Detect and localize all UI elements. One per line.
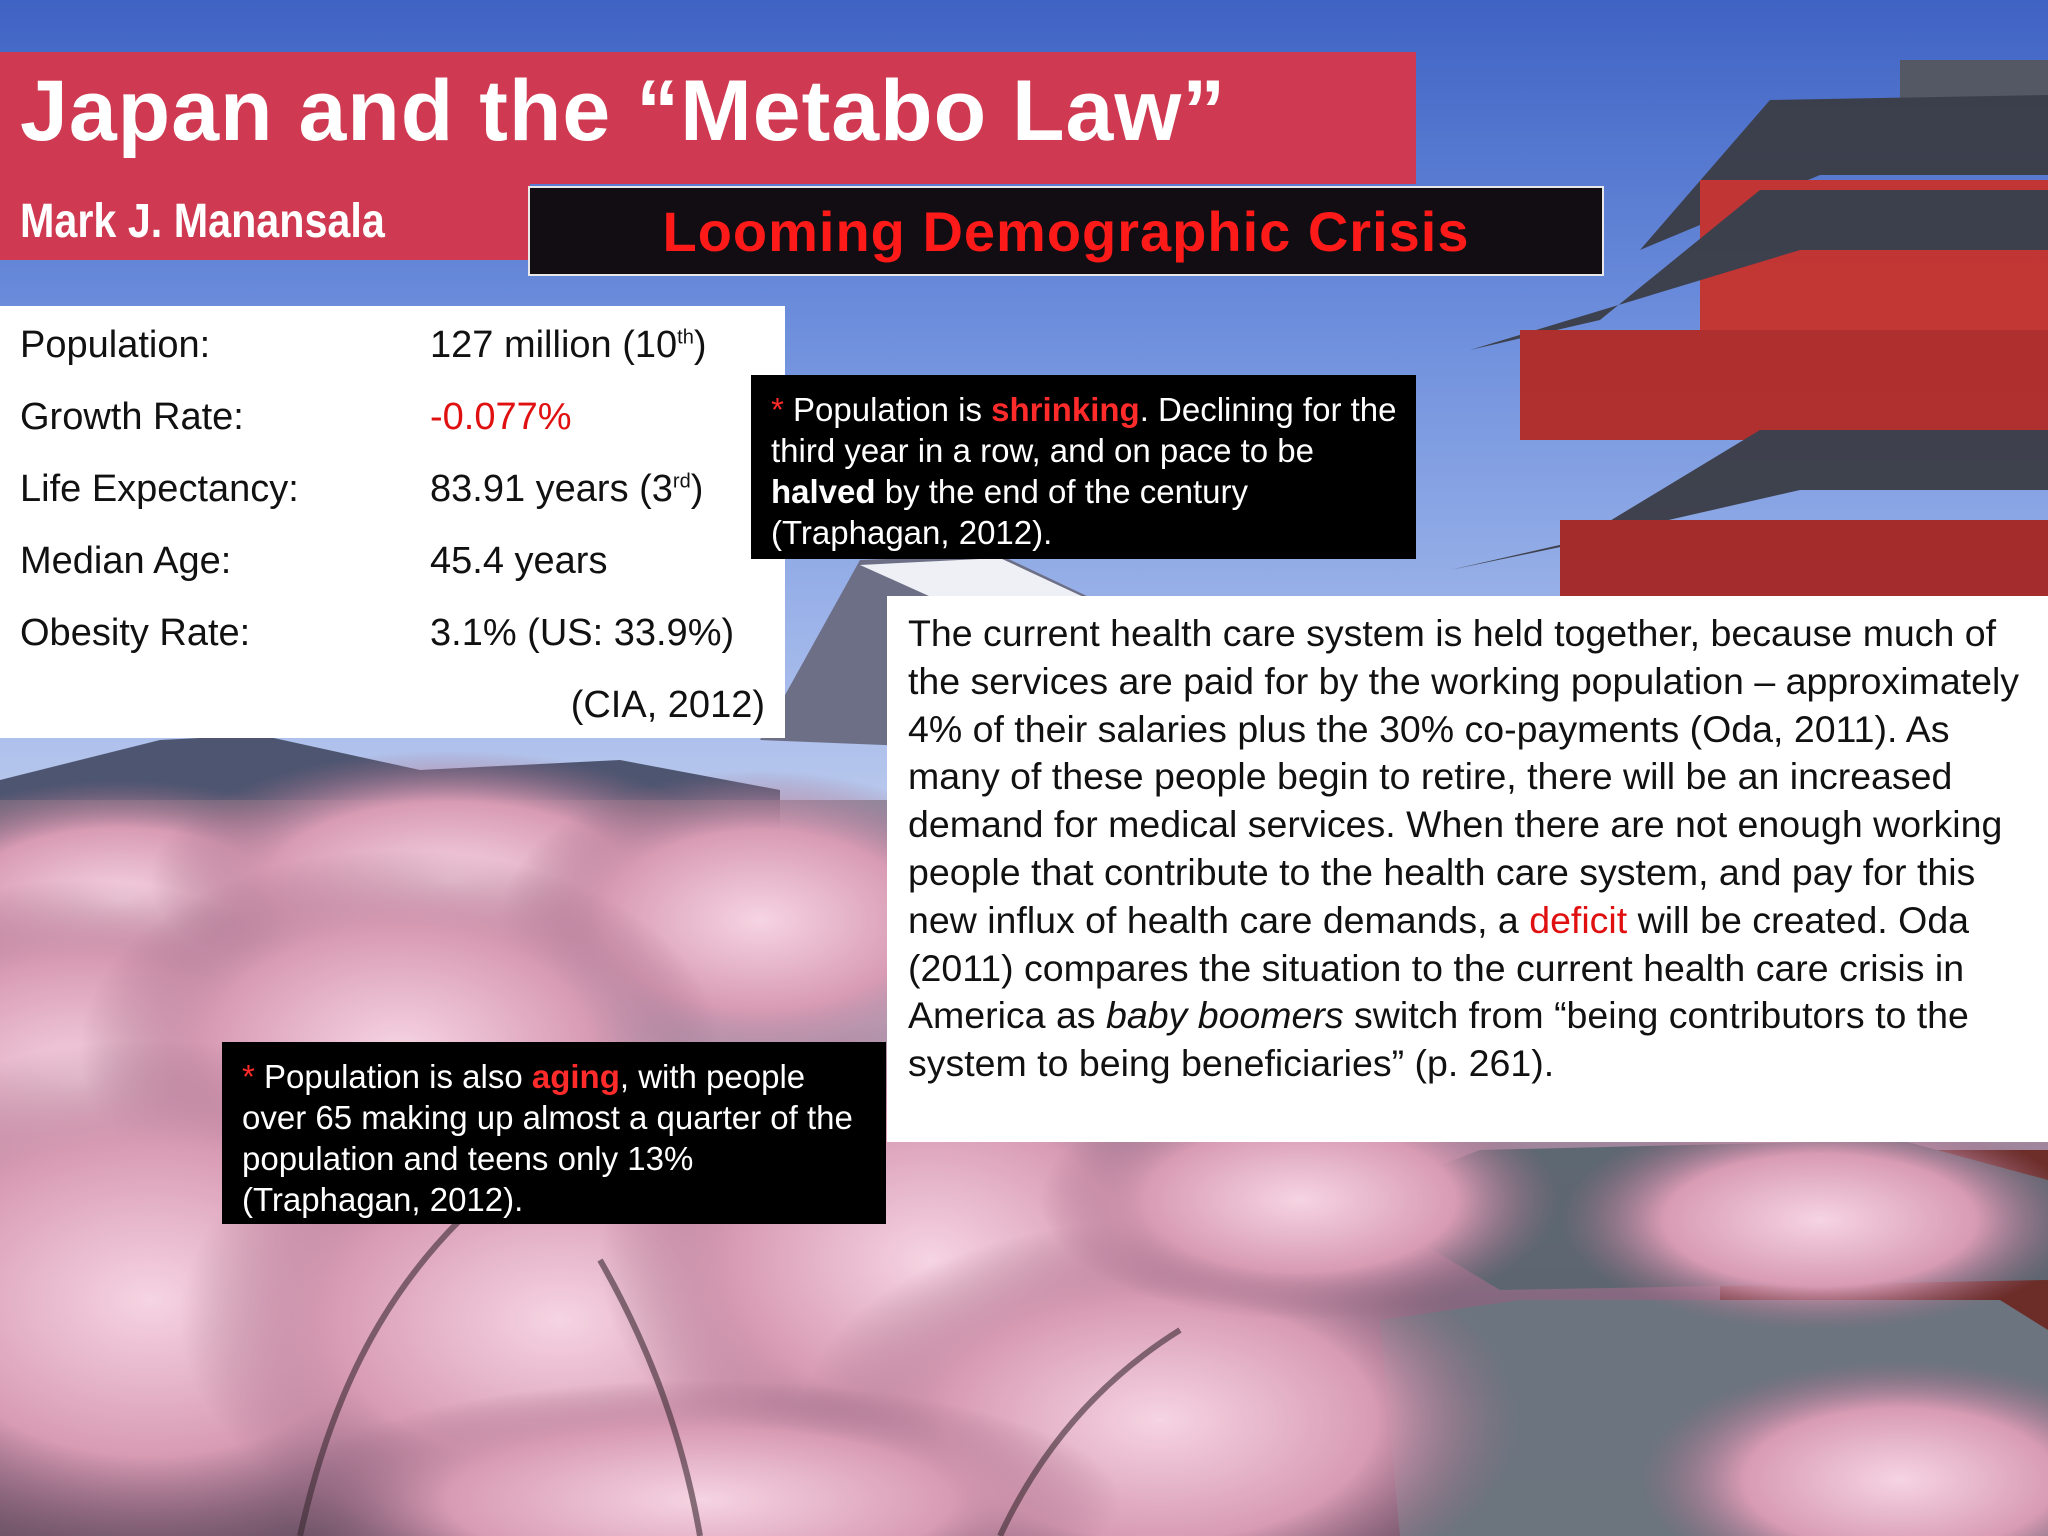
stats-panel — [0, 306, 785, 738]
italic-text: baby boomers — [1105, 994, 1344, 1037]
author-name: Mark J. Manansala — [20, 195, 385, 248]
asterisk-icon: * — [242, 1058, 255, 1095]
highlight-deficit: deficit — [1529, 898, 1628, 941]
callout-shrinking: * Population is shrinking. Declining for the third year in a row, and on pace to be halved by the end of the century (Traphagan, 2012). — [751, 375, 1416, 559]
stat-value: 45.4 years — [430, 540, 608, 582]
slide-title: Japan and the “Metabo Law” — [20, 63, 1227, 159]
highlight-text: aging — [531, 1058, 620, 1095]
body-paragraph: The current health care system is held together, because much of the services are paid for by the working population – approximately 4% of their salaries plus the 30% co-payments (Oda, 2011). As many of these people begin to retire, there will be an increased demand for medical services. When there are not enough working people that contribute to the health care system, and pay for this new influx of health care demands, a deficit will be created. Oda (2011) compares the situation to the current health care crisis in America as baby boomers switch from “being contributors to the system to being beneficiaries” (p. 261). — [887, 596, 2048, 1142]
stat-label: Growth Rate: — [20, 396, 244, 438]
highlight-text: shrinking — [991, 391, 1140, 428]
stat-value: 127 million (10th) — [430, 324, 707, 366]
bold-text: halved — [771, 473, 876, 510]
stat-label: Life Expectancy: — [20, 468, 299, 510]
callout-aging: * Population is also aging, with people over 65 making up almost a quarter of the population and teens only 13% (Traphagan, 2012). — [222, 1042, 886, 1224]
stat-label: Obesity Rate: — [20, 612, 251, 654]
asterisk-icon: * — [771, 391, 784, 428]
stat-label: Median Age: — [20, 540, 232, 582]
section-heading-box — [528, 186, 1604, 276]
section-heading: Looming Demographic Crisis — [662, 199, 1470, 263]
stat-value: -0.077% — [430, 396, 572, 438]
stat-label: Population: — [20, 324, 211, 366]
stat-value: 3.1% (US: 33.9%) — [430, 612, 735, 654]
stats-citation: (CIA, 2012) — [570, 684, 765, 726]
stat-value: 83.91 years (3rd) — [430, 468, 704, 510]
